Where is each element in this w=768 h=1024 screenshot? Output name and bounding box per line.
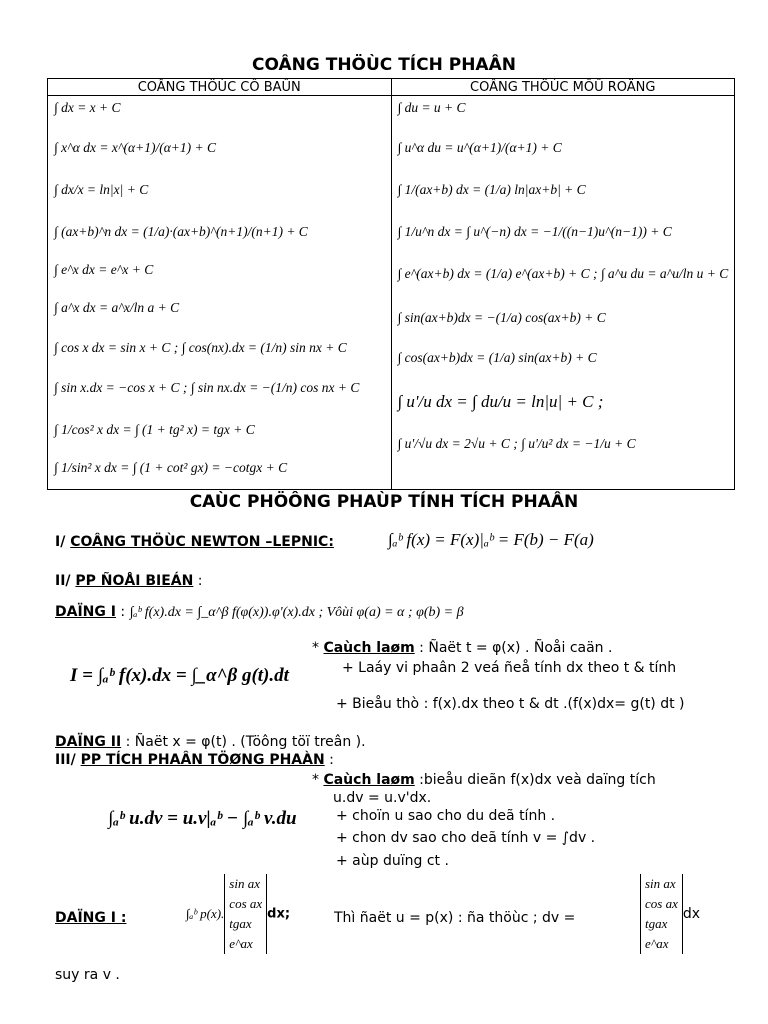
s2-dang1-row: DAÏNG I : ∫ₐᵇ f(x).dx = ∫_α^β f(φ(x)).φ'(x).dx ; Vôùi φ(a) = α ; φ(b) = β xyxy=(55,604,464,620)
formula-ext-8: ∫ u'/u dx = ∫ du/u = ln|u| + C ; xyxy=(397,392,604,411)
formula-ext-4: ∫ 1/u^n dx = ∫ u^(−n) dx = −1/((n−1)u^(n−1)) + C xyxy=(397,224,672,239)
dv-item-tg: tgax xyxy=(645,916,668,931)
formula-basic-3: ∫ dx/x = ln|x| + C xyxy=(54,182,149,197)
s2-dang2-row xyxy=(55,734,366,750)
matrix-item-sin: sin ax xyxy=(229,876,260,891)
formula-basic-10: ∫ 1/sin² x dx = ∫ (1 + cot² gx) = −cotgx + C xyxy=(54,460,288,475)
s3-method-line1b: u.dv = u.v'dx. xyxy=(333,790,432,806)
s2-heading-row xyxy=(55,573,203,589)
formula-ext-1: ∫ du = u + C xyxy=(397,100,466,115)
s3-suy-ra: suy ra v . xyxy=(55,967,120,983)
dv-item-exp: e^ax xyxy=(645,936,669,951)
formula-basic-8: ∫ sin x.dx = −cos x + C ; ∫ sin nx.dx = −(1/n) cos nx + C xyxy=(54,380,360,395)
formula-basic-7: ∫ cos x dx = sin x + C ; ∫ cos(nx).dx = (1/n) sin nx + C xyxy=(54,340,347,355)
s3-heading-row xyxy=(55,752,334,768)
s3-method-text: :bieåu dieãn f(x)dx veà daïng tích xyxy=(414,772,656,788)
col2-cell xyxy=(391,96,735,490)
integration-by-parts-formula: ∫ₐᵇ u.dv = u.v|ₐᵇ − ∫ₐᵇ v.du xyxy=(108,808,297,829)
s3-method-label: Caùch laøm xyxy=(323,772,415,788)
s2-dang1-condition: ; Vôùi φ(a) = α ; φ(b) = β xyxy=(314,605,464,620)
trig-matrix xyxy=(224,874,267,954)
s3-dang1-expr xyxy=(186,874,290,954)
formula-ext-3: ∫ 1/(ax+b) dx = (1/a) ln|ax+b| + C xyxy=(397,182,586,197)
s3-method-line3: + chon dv sao cho deã tính v = ∫dv . xyxy=(336,830,596,846)
formula-ext-9: ∫ u'/√u dx = 2√u + C ; ∫ u'/u² dx = −1/u + C xyxy=(397,436,636,451)
s3-method-line1: * Caùch laøm :bieåu dieãn f(x)dx veà daïng tích xyxy=(312,772,656,788)
page-title: COÂNG THÖÙC TÍCH PHAÂN xyxy=(252,55,516,75)
section-title: CAÙC PHÖÔNG PHAÙP TÍNH TÍCH PHAÂN xyxy=(189,492,579,512)
s3-dang1-integral: ∫ₐᵇ p(x). xyxy=(186,906,225,921)
s2-dang2-label: DAÏNG II xyxy=(55,734,122,750)
trig-matrix-dv xyxy=(640,874,683,954)
s2-label: II/ xyxy=(55,573,76,589)
s3-dv-dx: dx xyxy=(682,906,701,922)
s2-dang2-text: : Ñaët x = φ(t) . (Töông töï treân ). xyxy=(121,734,366,750)
s2-method-line2: + Laáy vi phaân 2 veá ñeå tính dx theo t & tính xyxy=(342,660,677,676)
formula-basic-9: ∫ 1/cos² x dx = ∫ (1 + tg² x) = tgx + C xyxy=(54,422,255,437)
col2-header: COÂNG THÖÙC MÔÛ ROÄNG xyxy=(391,79,735,96)
formula-ext-6: ∫ sin(ax+b)dx = −(1/a) cos(ax+b) + C xyxy=(397,310,606,325)
s3-method-line2: + choïn u sao cho du deã tính . xyxy=(336,808,556,824)
dv-item-sin: sin ax xyxy=(645,876,676,891)
s3-colon: : xyxy=(324,752,334,768)
s1-heading: COÂNG THÖÙC NEWTON –LEPNIC: xyxy=(70,534,334,550)
formula-basic-1: ∫ dx = x + C xyxy=(54,100,121,115)
s3-label: III/ xyxy=(55,752,81,768)
s3-dang1-dx: dx; xyxy=(267,906,291,922)
s3-method-line4: + aùp duïng ct . xyxy=(336,853,449,869)
s2-method-text: : Ñaët t = φ(x) . Ñoåi caän . xyxy=(414,640,613,656)
col1-cell xyxy=(48,96,392,490)
s2-method-label: Caùch laøm xyxy=(323,640,415,656)
formula-basic-5: ∫ e^x dx = e^x + C xyxy=(54,262,154,277)
s1-label: I/ xyxy=(55,534,71,550)
formula-basic-6: ∫ a^x dx = a^x/ln a + C xyxy=(54,300,180,315)
s2-heading: PP ÑOÅI BIEÁN xyxy=(75,573,194,589)
s3-dang1-text: Thì ñaët u = p(x) : ña thöùc ; dv = xyxy=(334,910,576,926)
s2-method-line3: + Bieåu thò : f(x).dx theo t & dt .(f(x)dx= g(t) dt ) xyxy=(336,696,685,712)
s3-dv-expr xyxy=(640,874,700,954)
newton-leibniz-formula: ∫ₐᵇ f(x) = F(x)|ₐᵇ = F(b) − F(a) xyxy=(388,530,594,549)
s2-dang1-label: DAÏNG I xyxy=(55,604,116,620)
formula-basic-4: ∫ (ax+b)^n dx = (1/a)·(ax+b)^(n+1)/(n+1) + C xyxy=(54,224,308,239)
substitution-big-formula: I = ∫ₐᵇ f(x).dx = ∫_α^β g(t).dt xyxy=(70,665,289,686)
formula-basic-2: ∫ x^α dx = x^(α+1)/(α+1) + C xyxy=(54,140,216,155)
s3-heading: PP TÍCH PHAÂN TÖØNG PHAÀN xyxy=(80,752,325,768)
formula-table xyxy=(47,78,735,490)
matrix-item-tg: tgax xyxy=(229,916,252,931)
dv-item-cos: cos ax xyxy=(645,896,678,911)
s1-heading-row xyxy=(55,534,334,550)
s2-method-line1: * Caùch laøm : Ñaët t = φ(x) . Ñoåi caän . xyxy=(312,640,613,656)
col1-header: COÂNG THÖÙC CÔ BAÛN xyxy=(48,79,392,96)
matrix-item-exp: e^ax xyxy=(229,936,253,951)
matrix-item-cos: cos ax xyxy=(229,896,263,911)
formula-ext-2: ∫ u^α du = u^(α+1)/(α+1) + C xyxy=(397,140,562,155)
s3-dang1-label: DAÏNG I : xyxy=(55,910,127,926)
s2-colon: : xyxy=(193,573,203,589)
formula-ext-7: ∫ cos(ax+b)dx = (1/a) sin(ax+b) + C xyxy=(397,350,597,365)
s2-dang1-formula: ∫ₐᵇ f(x).dx = ∫_α^β f(φ(x)).φ'(x).dx xyxy=(129,605,315,620)
formula-ext-5: ∫ e^(ax+b) dx = (1/a) e^(ax+b) + C ; ∫ a^u du = a^u/ln u + C xyxy=(397,266,729,281)
